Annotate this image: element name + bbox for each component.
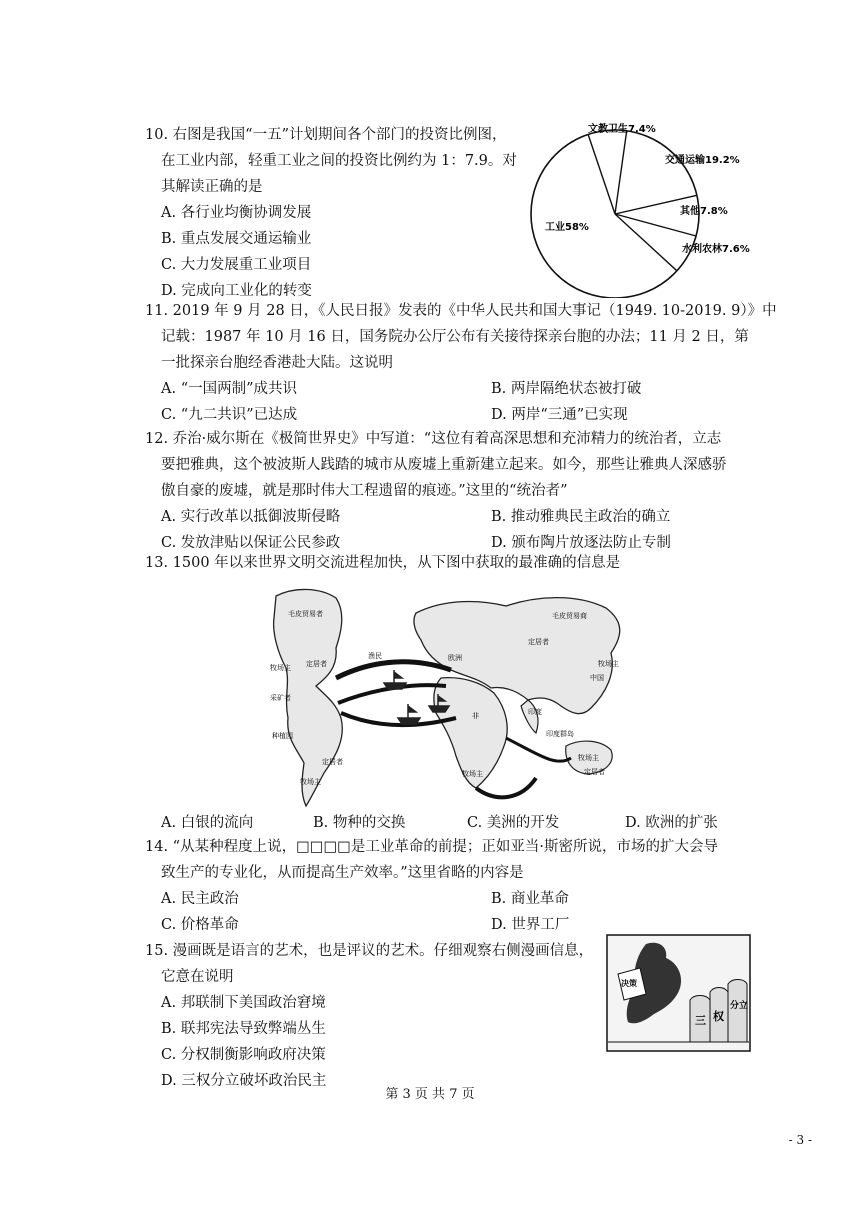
ship-icon [384,670,406,689]
page-number: - 3 - [788,1133,812,1147]
q13-options-row [161,810,718,836]
q15-line: 它意在说明 [161,969,234,985]
pie-label-transport: 交通运输19.2% [665,155,740,166]
cartoon-label: 权 [713,1010,724,1023]
q15-option-d: D. 三权分立破坏政治民主 [161,1073,327,1089]
map-label: 中国 [590,674,604,682]
q11-line: 记载：1987 年 10 月 16 日，国务院办公厅公布有关接待探亲台胞的办法；11 月 2 日，第 [161,329,749,345]
q13-option-d: D. 欧洲的扩张 [625,815,718,831]
q13-line: 13. 1500 年以来世界文明交流进程加快，从下图中获取的最准确的信息是 [145,555,621,571]
q15-option-b: B. 联邦宪法导致弊端丛生 [161,1021,326,1037]
map-label: 牧场主 [300,778,321,786]
q14-option-d: D. 世界工厂 [491,917,570,933]
q13-option-a: A. 白银的流向 [161,815,254,831]
map-label: 定居者 [528,638,549,646]
map-label: 印度 [528,708,542,716]
q11-line: 11. 2019 年 9 月 28 日，《人民日报》发表的《中华人民共和国大事记（1949. 10-2019. 9）》中 [145,303,777,319]
q15-option-a: A. 邦联制下美国政治窘境 [161,995,326,1011]
q12-line: 傲自豪的废墟，就是那时伟大工程遗留的痕迹。”这里的“统治者” [161,483,568,499]
map-label: 定居者 [322,758,343,766]
q11-line: 一批探亲台胞经香港赴大陆。这说明 [161,355,393,371]
india-landmass [521,700,538,733]
question-12 [145,426,821,556]
question-10 [145,122,517,304]
map-label: 毛皮贸易者 [288,610,323,618]
q15-line: 15. 漫画既是语言的艺术，也是评议的艺术。仔细观察右侧漫画信息， [145,943,594,959]
q12-options-row [145,504,821,530]
q12-option-a: A. 实行改革以抵御波斯侵略 [161,509,341,525]
map-label: 牧场主 [270,664,291,672]
question-15 [145,938,593,1094]
map-label: 非 [472,712,479,720]
q13-options [161,810,718,836]
q12-option-d: D. 颁布陶片放逐法防止专制 [491,535,671,551]
map-label: 印度群岛 [546,730,574,738]
q11-option-b: B. 两岸隔绝状态被打破 [491,381,642,397]
page-footer: 第 3 页 共 7 页 [385,1087,475,1102]
q12-option-b: B. 推动雅典民主政治的确立 [491,509,671,525]
q13-option-c: C. 美洲的开发 [467,815,560,831]
map-label: 毛皮贸易商 [552,612,587,620]
q11-option-a: A. “一国两制”成共识 [161,381,298,397]
q10-line: 其解读正确的是 [161,179,263,195]
map-label: 渔民 [368,652,382,660]
question-14 [145,834,821,938]
q13-option-b: B. 物种的交换 [313,815,406,831]
world-exchange-map [266,578,636,808]
q12-line: 要把雅典，这个被波斯人践踏的城市从废墟上重新建立起来。如今，那些让雅典人深感骄 [161,457,727,473]
q10-line: 10. 右图是我国“一五”计划期间各个部门的投资比例图， [145,127,507,143]
investment-pie-chart [510,118,760,298]
q11-options-row [145,402,821,428]
trade-route-arrow [476,778,536,797]
q12-option-c: C. 发放津贴以保证公民参政 [161,535,341,551]
q14-option-c: C. 价格革命 [161,917,239,933]
map-label: 定居者 [584,768,605,776]
trade-route-arrow [506,738,571,761]
cartoon-label: 分立 [730,1001,749,1011]
map-label: 定居者 [306,660,327,668]
q14-option-b: B. 商业革命 [491,891,569,907]
pie-label-water-agri: 水利农林7.6% [682,244,750,255]
pie-label-industry: 工业58% [545,222,589,233]
q11-option-d: D. 两岸“三通”已实现 [491,407,628,423]
map-label: 牧场主 [578,754,599,762]
q10-option-a: A. 各行业均衡协调发展 [161,205,312,221]
cartoon-label: 三 [695,1014,706,1027]
map-label: 牧场主 [598,660,619,668]
map-label: 采矿者 [270,694,291,702]
pie-label-culture-health: 文教卫生7.4% [588,124,656,135]
q10-option-c: C. 大力发展重工业项目 [161,257,312,273]
map-label: 牧场主 [462,770,483,778]
question-11 [145,298,821,428]
pie-label-other: 其他7.8% [680,206,728,217]
q12-line: 12. 乔治·威尔斯在《极简世界史》中写道：“这位有着高深思想和充沛精力的统治者，立志 [145,431,722,447]
q14-option-a: A. 民主政治 [161,891,239,907]
q15-option-c: C. 分权制衡影响政府决策 [161,1047,326,1063]
q11-option-c: C. “九二共识”已达成 [161,407,298,423]
q14-line: 14. “从某种程度上说，□□□□是工业革命的前提；正如亚当·斯密所说，市场的扩大会导 [145,839,718,855]
question-13 [145,550,620,576]
q10-option-d: D. 完成向工业化的转变 [161,283,312,299]
separation-of-powers-cartoon [606,934,751,1052]
map-label: 欧洲 [448,654,462,662]
q11-options-row [145,376,821,402]
ship-icon [398,704,420,724]
q10-option-b: B. 重点发展交通运输业 [161,231,312,247]
q14-line: 致生产的专业化，从而提高生产效率。”这里省略的内容是 [161,865,524,881]
q10-line: 在工业内部，轻重工业之间的投资比例约为 1：7.9。对 [161,153,517,169]
q14-options-row [145,886,821,912]
map-label: 种植园 [272,732,293,740]
cartoon-label: 决策 [621,979,637,988]
